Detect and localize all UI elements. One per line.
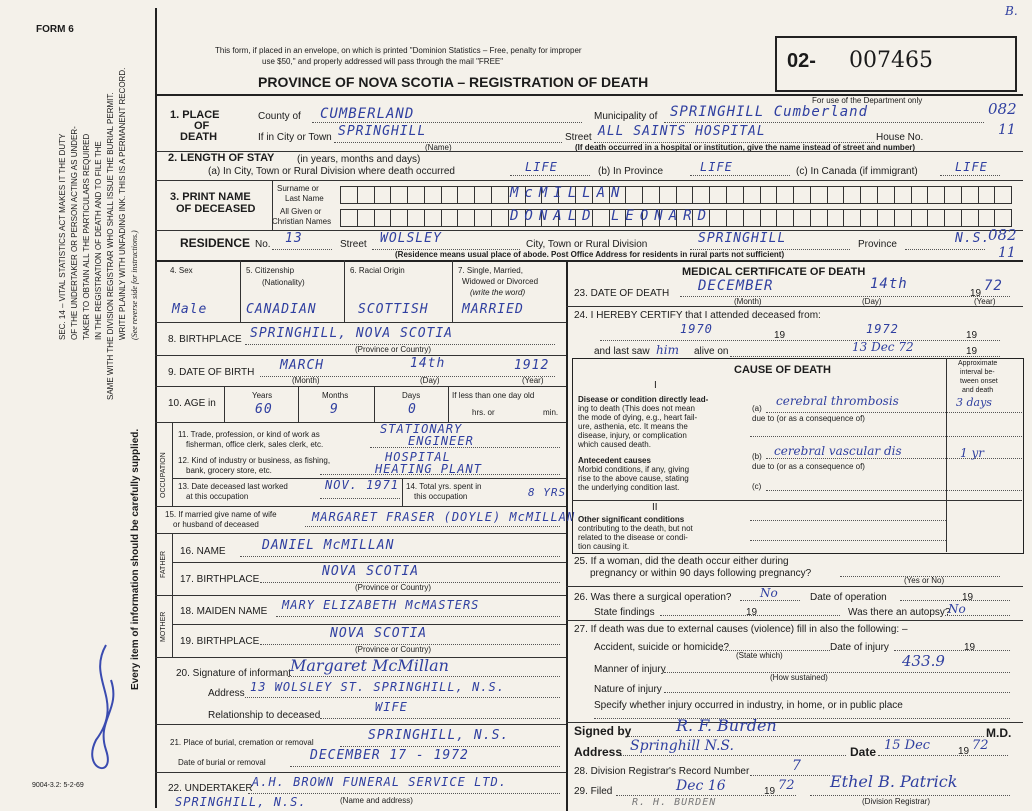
specify-label: Specify whether injury occurred in industry, in home, or in public place [594, 700, 903, 711]
dept-code-1: 082 [988, 100, 1017, 118]
attend-mid: 19 [774, 330, 786, 341]
burial-place-label: 21. Place of burial, cremation or removal [170, 738, 314, 747]
sig-date: 15 Dec [884, 738, 931, 753]
q11-value-2: ENGINEER [408, 434, 474, 448]
q13-value: NOV. 1971 [325, 478, 400, 492]
undertaker-sub: (Name and address) [340, 796, 413, 805]
citizenship-label: 5. Citizenship [246, 266, 295, 275]
q26-label: 26. Was there a surgical operation? [574, 592, 732, 603]
pen-scribble [76, 640, 136, 790]
stay-sub: (in years, months and days) [297, 154, 421, 165]
sig-year-prefix: 19 [958, 746, 970, 757]
dept-code-2: 11 [998, 122, 1016, 138]
attend-end: 19 [966, 330, 978, 341]
q11-value: STATIONARY [380, 422, 463, 436]
form-title: PROVINCE OF NOVA SCOTIA – REGISTRATION OF DEATH [258, 74, 649, 90]
last-saw-pronoun: him [656, 343, 679, 357]
citizenship-sub: (Nationality) [262, 278, 305, 287]
form-code: 9004-3.2: 5-2-69 [32, 782, 84, 789]
father-birthplace-label: 17. BIRTHPLACE [180, 574, 260, 585]
given-label1: All Given or [280, 207, 322, 216]
dob-day-cap: (Day) [420, 376, 440, 385]
accident-label: Accident, suicide or homicide? [594, 642, 730, 653]
corner-mark: B. [1005, 4, 1018, 18]
q12-value-2: HEATING PLANT [375, 462, 482, 476]
burial-date-label: Date of burial or removal [178, 758, 266, 767]
months-label: Months [322, 391, 349, 400]
stay-a-label: (a) In City, Town or Rural Division where death occurred [208, 166, 455, 177]
county-value: CUMBERLAND [320, 106, 415, 122]
attend-to: 1972 [866, 322, 899, 336]
cause-b-value: cerebral vascular dis [774, 444, 902, 458]
years-label: Years [252, 391, 273, 400]
surname-label1: Surname or [277, 184, 319, 193]
code-433: 433.9 [902, 652, 945, 670]
spouse-label1: 15. If married give name of wife [165, 510, 277, 519]
sidebar-line5: SAME WITH THE DIVISION REGISTRAR WHO SHALL ISSUE THE BURIAL PERMIT. [106, 92, 115, 400]
sidebar-line4: IN THE REGISTRATION OF DEATH AND TO FILE THE [94, 141, 103, 340]
age-months: 9 [330, 402, 339, 417]
mail-notice-line1: This form, if placed in an envelope, on which is printed "Dominion Statistics – Free, penalty for improper [215, 46, 582, 55]
registration-prefix: 02- [787, 50, 816, 72]
other-text3: tion causing it. [578, 542, 630, 551]
form-label: FORM 6 [36, 24, 74, 35]
dob-month: MARCH [280, 358, 325, 373]
alive-on-label: alive on [694, 346, 729, 357]
sidebar-line3: TAKER TO OBTAIN ALL THE PARTICULARS REQUIRED [82, 133, 91, 340]
attended-label: 24. I HEREBY CERTIFY that I attended deceased from: [574, 310, 821, 321]
residence-city-label: City, Town or Rural Division [526, 239, 648, 250]
death-day-cap: (Day) [862, 297, 882, 306]
hospital-note: (If death occurred in a hospital or institution, give the name instead of street and number) [575, 143, 916, 152]
due-to-a: due to (or as a consequence of) [752, 414, 865, 423]
stay-a-value: LIFE [525, 160, 558, 174]
nature-label: Nature of injury [594, 684, 662, 695]
house-label: House No. [876, 132, 924, 143]
autopsy-label: Was there an autopsy? [848, 607, 951, 618]
place-label3: DEATH [180, 131, 218, 143]
cause-c-label: (c) [752, 482, 762, 491]
racial-label: 6. Racial Origin [350, 266, 405, 275]
death-date-label: 23. DATE OF DEATH [574, 288, 670, 299]
interval-label3: tween onset [960, 378, 998, 385]
mother-maiden: MARY ELIZABETH McMASTERS [282, 598, 480, 612]
disease-text1: ing to death (This does not mean [578, 404, 695, 413]
filed-year-prefix: 19 [764, 786, 776, 797]
relationship-value: WIFE [375, 700, 408, 714]
surname-label2: Last Name [285, 194, 324, 203]
place-label2: OF [194, 120, 210, 132]
street-value: ALL SAINTS HOSPITAL [598, 124, 766, 139]
sidebar-line2: OF THE UNDERTAKER OR PERSON ACTING AS UNDER- [70, 126, 79, 340]
sidebar-bold-note: Every item of information should be carefully supplied. [130, 428, 141, 690]
dob-label: 9. DATE OF BIRTH [168, 367, 255, 378]
signed-by-value: R. F. Burden [676, 716, 777, 735]
q25-label2: pregnancy or within 90 days following pregnancy? [590, 568, 812, 579]
printed-doctor-name: R. H. BURDEN [632, 797, 717, 808]
sidebar-line6: WRITE PLAINLY WITH UNFADING INK. THIS IS A PERMANENT RECORD. [118, 67, 127, 340]
filed-year: 72 [778, 778, 795, 793]
filed-value: Dec 16 [676, 778, 726, 794]
sig-date-label: Date [850, 745, 877, 759]
registration-number: 007465 [849, 48, 933, 73]
residence-street-label: Street [340, 239, 367, 250]
autopsy-value: No [948, 602, 966, 616]
mother-birthplace: NOVA SCOTIA [330, 626, 428, 641]
due-to-b: due to (or as a consequence of) [752, 462, 865, 471]
how-sustained: (How sustained) [770, 673, 828, 682]
attend-from: 1970 [680, 322, 713, 336]
q27-label: 27. If death was due to external causes (violence) fill in also the following: – [574, 624, 908, 635]
cause-b-label: (b) [752, 452, 762, 461]
stay-c-value: LIFE [955, 160, 988, 174]
q14-value: 8 YRS [528, 486, 567, 499]
q14-label2: this occupation [414, 492, 468, 501]
death-year-prefix: 19 [970, 288, 982, 299]
registrar-caption: (Division Registrar) [862, 797, 931, 806]
interval-label4: and death [962, 387, 994, 394]
q14-label1: 14. Total yrs. spent in [406, 482, 482, 491]
undertaker-label: 22. UNDERTAKER [168, 783, 253, 794]
age-days: 0 [408, 402, 417, 417]
residence-no: 13 [285, 231, 303, 246]
cause-a-interval: 3 days [956, 396, 992, 409]
alive-on: 13 Dec 72 [852, 340, 914, 354]
q28-value: 7 [792, 758, 801, 774]
manner-label: Manner of injury [594, 664, 666, 675]
marital-label3: (write the word) [470, 288, 526, 297]
medical-title: MEDICAL CERTIFICATE OF DEATH [682, 266, 866, 278]
racial-value: SCOTTISH [358, 302, 429, 317]
city-value: SPRINGHILL [338, 124, 427, 139]
burial-place: SPRINGHILL, N.S. [368, 728, 510, 743]
interval-label1: Approximate [958, 360, 998, 367]
frame-left [155, 8, 157, 808]
informant-address: 13 WOLSLEY ST. SPRINGHILL, N.S. [250, 680, 505, 694]
cause-a-value: cerebral thrombosis [776, 394, 899, 408]
antecedent-text2: rise to the above cause, stating [578, 474, 689, 483]
dob-year: 1912 [514, 358, 550, 373]
mother-section-label: MOTHER [160, 611, 167, 642]
father-birthplace-sub: (Province or Country) [355, 583, 432, 592]
father-birthplace: NOVA SCOTIA [322, 564, 420, 579]
dob-year-cap: (Year) [522, 376, 544, 385]
city-label: If in City or Town [258, 132, 332, 143]
q26-value: No [760, 586, 778, 600]
age-years: 60 [255, 402, 273, 417]
birthplace-value: SPRINGHILL, NOVA SCOTIA [250, 326, 454, 341]
undertaker-address: SPRINGHILL, N.S. [175, 795, 307, 809]
marital-label2: Widowed or Divorced [462, 277, 539, 286]
q11-label1: 11. Trade, profession, or kind of work as [178, 430, 320, 439]
q25-label1: 25. If a woman, did the death occur either during [574, 556, 789, 567]
cause-b-interval: 1 yr [960, 446, 984, 460]
yes-no-caption: (Yes or No) [904, 576, 945, 585]
birthplace-sub: (Province or Country) [355, 345, 432, 354]
findings-label: State findings [594, 607, 655, 618]
roman-two: II [652, 502, 658, 513]
q11-label2: fisherman, office clerk, sales clerk, etc. [186, 440, 324, 449]
death-day: 14th [870, 276, 908, 292]
mail-notice-line2: use $50," and properly addressed will pass through the mail "FREE" [262, 57, 504, 66]
name-label2: OF DECEASED [176, 203, 256, 215]
stay-b-label: (b) In Province [598, 166, 664, 177]
disease-text3: ure, asthenia, etc. It means the [578, 422, 688, 431]
state-which: (State which) [736, 651, 783, 660]
q12-value: HOSPITAL [385, 450, 451, 464]
op-year: 19 [962, 592, 974, 603]
spouse-label2: or husband of deceased [173, 520, 259, 529]
street-label: Street [565, 132, 592, 143]
q13-label1: 13. Date deceased last worked [178, 482, 288, 491]
min-label: min. [543, 408, 559, 417]
findings-year: 19 [746, 607, 758, 618]
municipality-value: SPRINGHILL Cumberland [670, 104, 869, 120]
disease-text2: the mode of dying, e.g., heart fail- [578, 413, 698, 422]
sex-value: Male [172, 302, 208, 317]
occupation-section-label: OCCUPATION [160, 452, 167, 498]
stay-label: 2. LENGTH OF STAY [168, 152, 275, 164]
dept-label: For use of the Department only [812, 96, 923, 105]
registration-number-box [775, 36, 1017, 92]
alive-on-year: 19 [966, 346, 978, 357]
less-than-label: If less than one day old [452, 391, 535, 400]
age-label: 10. AGE in [168, 398, 216, 409]
death-year-cap: (Year) [974, 297, 996, 306]
roman-one: I [654, 380, 657, 391]
interval-label2: interval be- [960, 369, 995, 376]
municipality-label: Municipality of [594, 111, 658, 122]
injury-date-label: Date of injury [830, 642, 889, 653]
mother-maiden-label: 18. MAIDEN NAME [180, 606, 268, 617]
mother-birthplace-label: 19. BIRTHPLACE [180, 636, 260, 647]
residence-city: SPRINGHILL [698, 231, 787, 246]
md-label: M.D. [986, 726, 1012, 740]
op-date-label: Date of operation [810, 592, 887, 603]
informant-sig: Margaret McMillan [290, 656, 449, 675]
sidebar-line1: SEC. 14 – VITAL STATISTICS ACT MAKES IT THE DUTY [58, 133, 67, 340]
antecedent-text3: the underlying condition last. [578, 483, 680, 492]
informant-address-label: Address [208, 688, 245, 699]
burial-date: DECEMBER 17 - 1972 [310, 748, 469, 763]
sidebar-italic: (See reverse side for instructions.) [130, 230, 139, 340]
residence-no-label: No. [255, 239, 271, 250]
sig-year: 72 [972, 738, 989, 753]
q28-label: 28. Division Registrar's Record Number [574, 766, 750, 777]
undertaker-value: A.H. BROWN FUNERAL SERVICE LTD. [252, 775, 507, 789]
q12-label1: 12. Kind of industry or business, as fishing, [178, 456, 331, 465]
q12-label2: bank, grocery store, etc. [186, 466, 272, 475]
residence-note: (Residence means usual place of abode. Post Office Address for residents in rural parts not sufficient) [395, 250, 785, 259]
dob-day: 14th [410, 356, 446, 371]
sig-address: Springhill N.S. [630, 738, 734, 754]
signed-by-label: Signed by [574, 724, 632, 738]
residence-province-label: Province [858, 239, 897, 250]
days-label: Days [402, 391, 421, 400]
cause-a-label: (a) [752, 404, 762, 413]
citizenship-value: CANADIAN [246, 302, 317, 317]
spouse-value: MARGARET FRASER (DOYLE) McMILLAN [312, 510, 576, 524]
residence-dept-code-2: 11 [998, 245, 1016, 261]
father-name: DANIEL McMILLAN [262, 538, 395, 553]
birthplace-label: 8. BIRTHPLACE [168, 334, 242, 345]
place-label1: 1. PLACE [170, 109, 220, 121]
residence-dept-code-1: 082 [988, 226, 1017, 244]
surname-boxes [340, 186, 1012, 204]
antecedent-text1: Morbid conditions, if any, giving [578, 465, 690, 474]
name-caption: (Name) [425, 143, 452, 152]
death-month-cap: (Month) [734, 297, 762, 306]
name-label1: 3. PRINT NAME [170, 191, 251, 203]
mother-birthplace-sub: (Province or Country) [355, 645, 432, 654]
county-label: County of [258, 111, 301, 122]
dob-month-cap: (Month) [292, 376, 320, 385]
residence-street: WOLSLEY [380, 231, 442, 246]
marital-label1: 7. Single, Married, [458, 266, 523, 275]
relationship-label: Relationship to deceased [208, 710, 321, 721]
stay-c-label: (c) In Canada (if immigrant) [796, 166, 918, 177]
filed-label: 29. Filed [574, 786, 613, 797]
given-label2: Christian Names [272, 217, 332, 226]
disease-text5: which caused death. [578, 440, 651, 449]
residence-label: RESIDENCE [180, 236, 251, 250]
cause-title: CAUSE OF DEATH [734, 364, 831, 376]
death-month: DECEMBER [698, 278, 774, 294]
injury-year: 19 [964, 642, 976, 653]
marital-value: MARRIED [462, 302, 524, 317]
last-saw-label: and last saw [594, 346, 650, 357]
other-text1: contributing to the death, but not [578, 524, 693, 533]
father-name-label: 16. NAME [180, 546, 226, 557]
surname-value: McMILLAN [510, 185, 626, 201]
residence-province: N.S. [955, 231, 991, 246]
hrs-label: hrs. or [472, 408, 495, 417]
other-bold: Other significant conditions [578, 515, 685, 524]
registrar-signature: Ethel B. Patrick [830, 772, 958, 791]
disease-bold: Disease or condition directly lead- [578, 395, 709, 404]
disease-text4: disease, injury, or complication [578, 431, 687, 440]
stay-b-value: LIFE [700, 160, 733, 174]
given-value: DONALD LEONARD [510, 208, 713, 224]
antecedent-bold: Antecedent causes [578, 456, 651, 465]
sig-address-label: Address [574, 745, 623, 759]
q13-label2: at this occupation [186, 492, 249, 501]
death-year: 72 [984, 278, 1003, 294]
informant-sig-label: 20. Signature of informant [176, 668, 292, 679]
sex-label: 4. Sex [170, 266, 193, 275]
other-text2: related to the disease or condi- [578, 533, 688, 542]
father-section-label: FATHER [160, 550, 167, 578]
